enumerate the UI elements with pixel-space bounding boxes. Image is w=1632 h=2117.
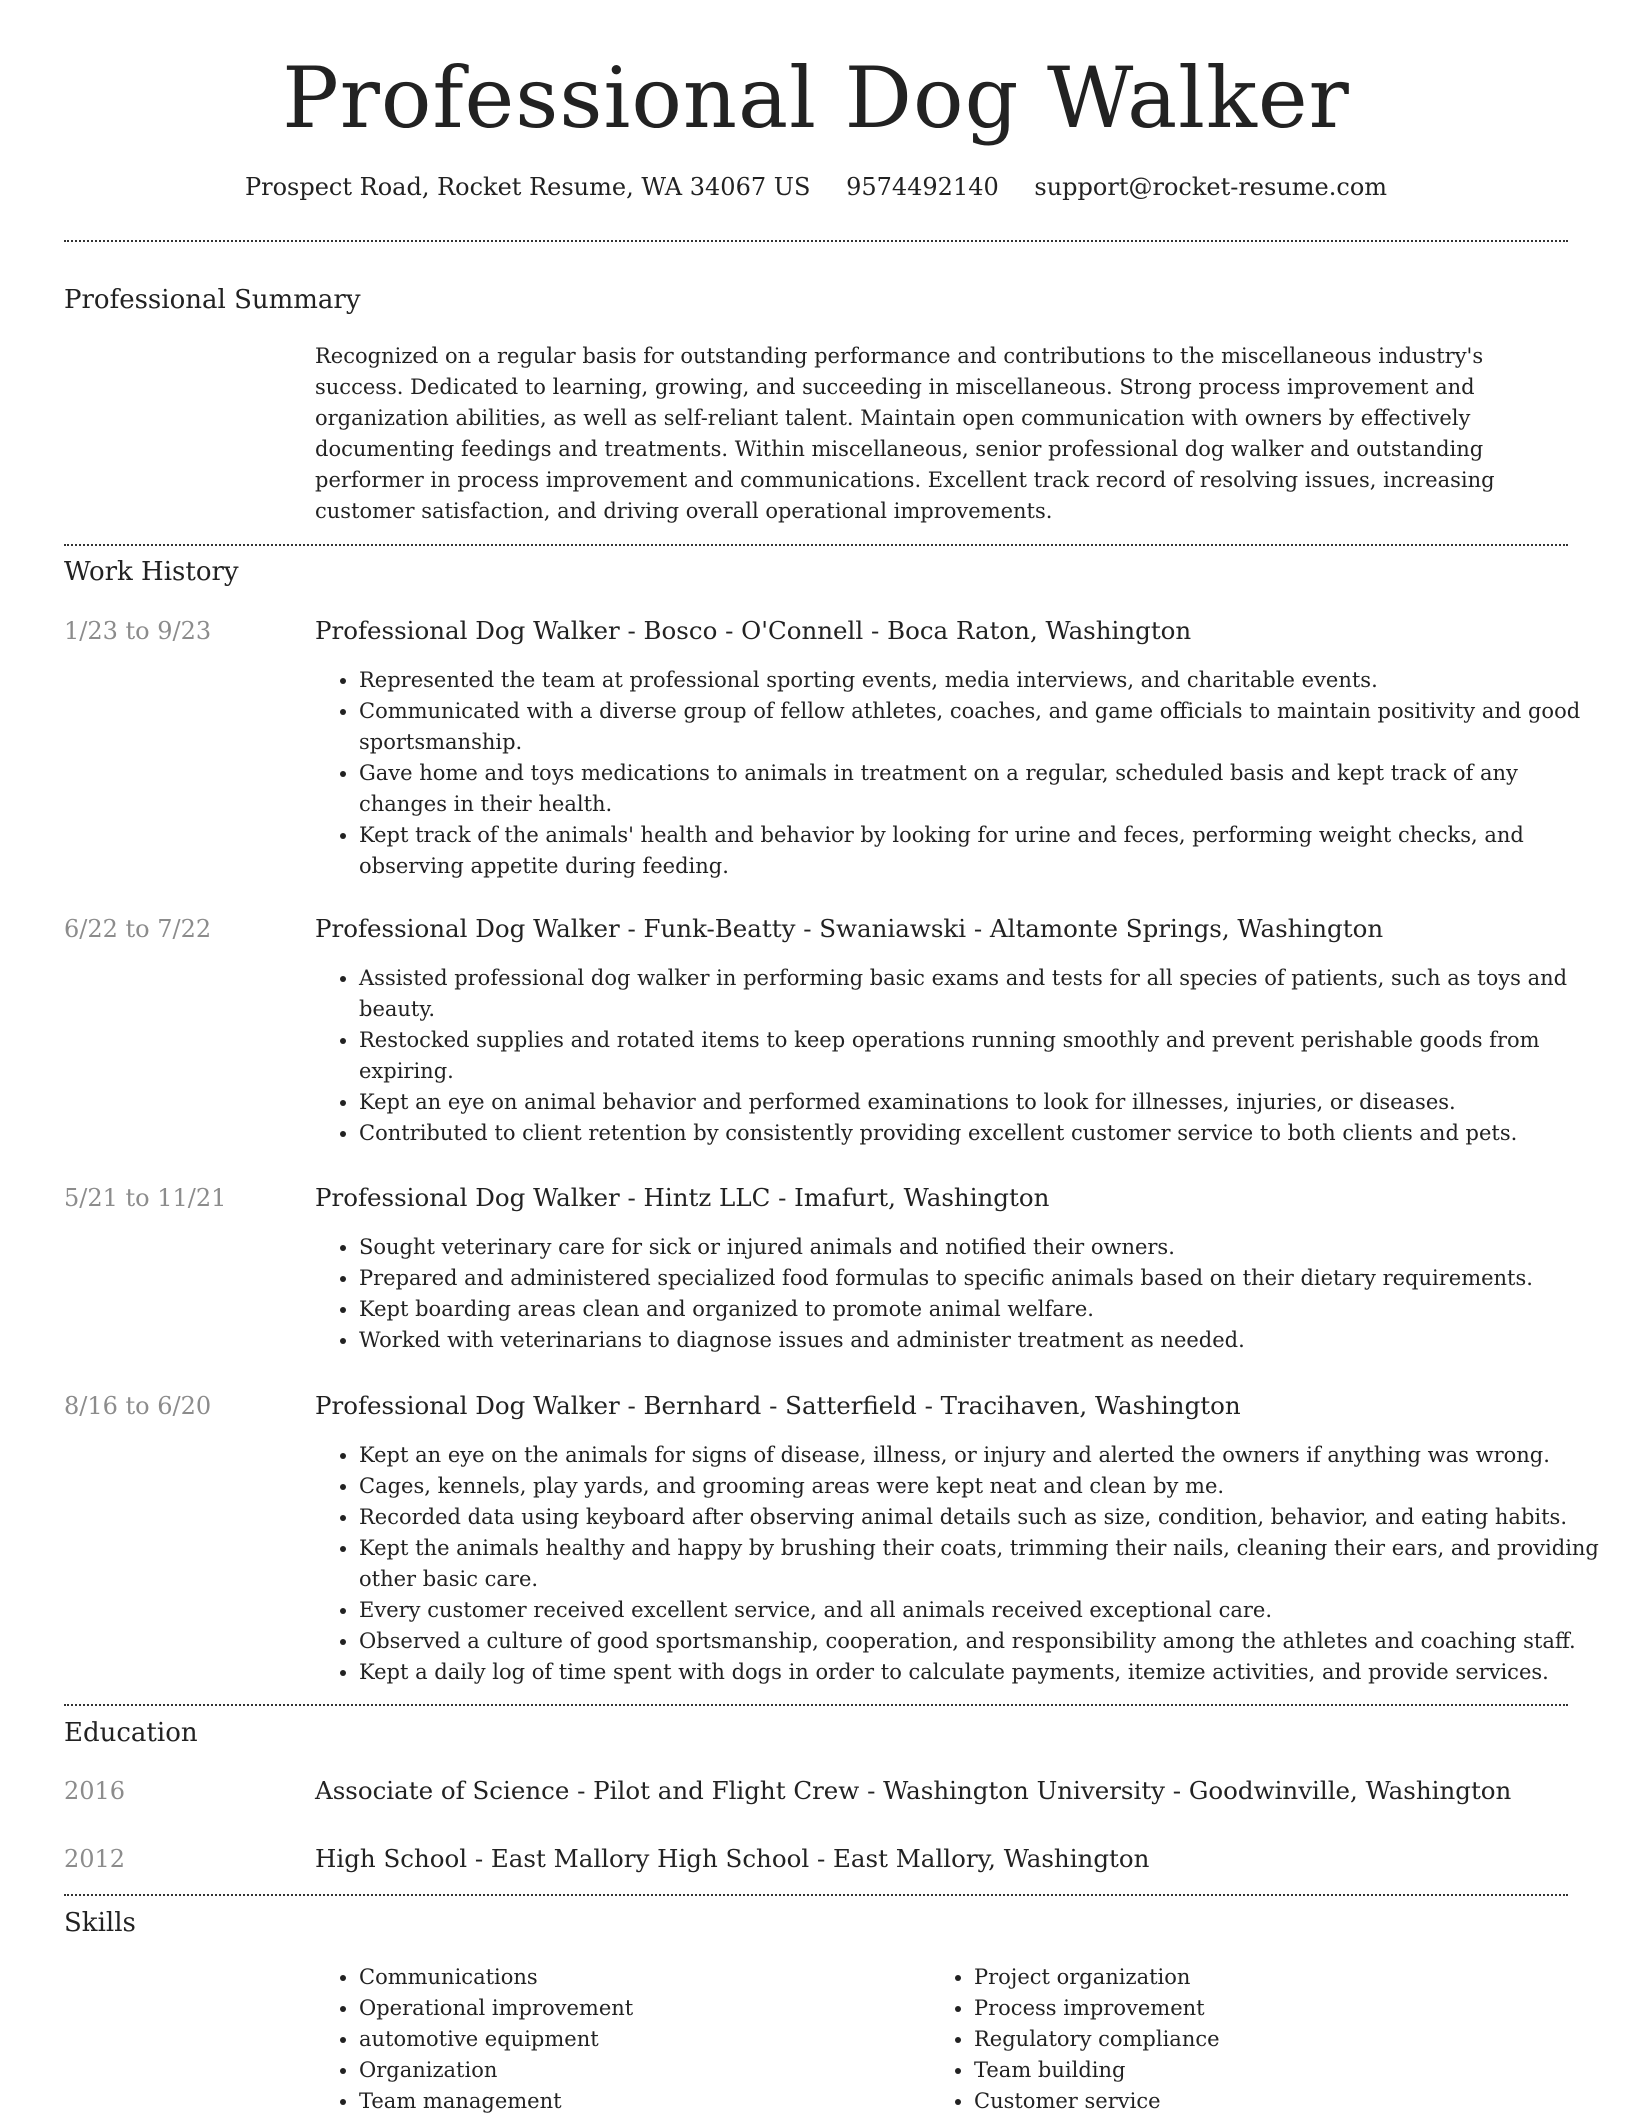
section-title-work-history: Work History	[64, 557, 239, 587]
list-item: • Contributed to client retention by consistently providing excellent customer service to both clients and pets.	[359, 1118, 1611, 1149]
address-text: Prospect Road, Rocket Resume, WA 34067 US	[244, 173, 811, 201]
education-year: 2016	[64, 1777, 126, 1805]
skills-list-right	[930, 1962, 1534, 2117]
education-entry: High School - East Mallory High School - East Mallory, Washington	[315, 1844, 1150, 1873]
summary-text: Recognized on a regular basis for outstanding performance and contributions to the miscellaneous industry's success. Dedicated to learning, growing, and succeeding in miscellaneous. Strong process improvement and organization abilities, as well as self-reliant talent. Maintain open communication with owners by effectively documenting feedings and treatments. Within miscellaneous, senior professional dog walker and outstanding performer in process improvement and communications. Excellent track record of resolving issues, increasing customer satisfaction, and driving overall operational improvements.	[315, 344, 1495, 523]
job-bullets	[315, 1440, 1611, 1688]
skill-item: • Communications	[359, 1962, 919, 1993]
list-item: • Prepared and administered specialized food formulas to specific animals based on their dietary requirements.	[359, 1263, 1611, 1294]
skill-item: • Process improvement	[974, 1993, 1534, 2024]
list-item: • Observed a culture of good sportsmanship, cooperation, and responsibility among the athletes and coaching staff.	[359, 1626, 1611, 1657]
job-dates: 1/23 to 9/23	[64, 617, 212, 645]
list-item: • Kept a daily log of time spent with dogs in order to calculate payments, itemize activities, and provide services.	[359, 1657, 1611, 1688]
list-item: • Kept boarding areas clean and organized to promote animal welfare.	[359, 1294, 1611, 1325]
list-item: • Gave home and toys medications to animals in treatment on a regular, scheduled basis and kept track of any changes in their health.	[359, 758, 1611, 820]
divider	[64, 544, 1568, 546]
list-item: • Every customer received excellent service, and all animals received exceptional care.	[359, 1595, 1611, 1626]
candidate-name: Professional Dog Walker	[282, 49, 1350, 147]
email-text: support@rocket-resume.com	[1034, 173, 1388, 201]
list-item: • Cages, kennels, play yards, and grooming areas were kept neat and clean by me.	[359, 1471, 1611, 1502]
list-item: • Kept an eye on the animals for signs of disease, illness, or injury and alerted the owners if anything was wrong.	[359, 1440, 1611, 1471]
section-title-education: Education	[64, 1718, 198, 1748]
divider	[64, 240, 1568, 242]
education-entry: Associate of Science - Pilot and Flight Crew - Washington University - Goodwinville, Washington	[315, 1776, 1512, 1805]
skills-list-left	[315, 1962, 919, 2117]
section-title-skills: Skills	[64, 1908, 136, 1938]
divider	[64, 1704, 1568, 1706]
job-heading: Professional Dog Walker - Hintz LLC - Imafurt, Washington	[315, 1183, 1050, 1212]
skill-item: • Customer service	[974, 2086, 1534, 2117]
list-item: • Restocked supplies and rotated items to keep operations running smoothly and prevent perishable goods from expiring.	[359, 1025, 1611, 1087]
list-item: • Assisted professional dog walker in performing basic exams and tests for all species of patients, such as toys and beauty.	[359, 963, 1611, 1025]
section-title-summary: Professional Summary	[64, 285, 361, 315]
list-item: • Represented the team at professional sporting events, media interviews, and charitable events.	[359, 665, 1611, 696]
list-item: • Communicated with a diverse group of fellow athletes, coaches, and game officials to maintain positivity and good sportsmanship.	[359, 696, 1611, 758]
list-item: • Kept an eye on animal behavior and performed examinations to look for illnesses, injuries, or diseases.	[359, 1087, 1611, 1118]
job-heading: Professional Dog Walker - Bernhard - Satterfield - Tracihaven, Washington	[315, 1391, 1241, 1420]
job-dates: 8/16 to 6/20	[64, 1392, 212, 1420]
skill-item: • Regulatory compliance	[974, 2024, 1534, 2055]
education-year: 2012	[64, 1845, 126, 1873]
skill-item: • Team management	[359, 2086, 919, 2117]
skill-item: • Project organization	[974, 1962, 1534, 1993]
list-item: • Kept track of the animals' health and behavior by looking for urine and feces, performing weight checks, and observing appetite during feeding.	[359, 820, 1611, 882]
divider	[64, 1894, 1568, 1896]
job-dates: 6/22 to 7/22	[64, 915, 212, 943]
job-bullets	[315, 665, 1611, 882]
job-dates: 5/21 to 11/21	[64, 1184, 227, 1212]
list-item: • Sought veterinary care for sick or injured animals and notified their owners.	[359, 1232, 1611, 1263]
job-heading: Professional Dog Walker - Bosco - O'Connell - Boca Raton, Washington	[315, 616, 1192, 645]
phone-text: 9574492140	[846, 173, 999, 201]
job-bullets	[315, 963, 1611, 1149]
list-item: • Recorded data using keyboard after observing animal details such as size, condition, behavior, and eating habits.	[359, 1502, 1611, 1533]
skill-item: • automotive equipment	[359, 2024, 919, 2055]
skill-item: • Team building	[974, 2055, 1534, 2086]
list-item: • Kept the animals healthy and happy by brushing their coats, trimming their nails, cleaning their ears, and providing other basic care.	[359, 1533, 1611, 1595]
job-heading: Professional Dog Walker - Funk-Beatty - Swaniawski - Altamonte Springs, Washington	[315, 914, 1384, 943]
list-item: • Worked with veterinarians to diagnose issues and administer treatment as needed.	[359, 1325, 1611, 1356]
contact-line	[0, 170, 1632, 204]
skill-item: • Organization	[359, 2055, 919, 2086]
skill-item: • Operational improvement	[359, 1993, 919, 2024]
job-bullets	[315, 1232, 1611, 1356]
